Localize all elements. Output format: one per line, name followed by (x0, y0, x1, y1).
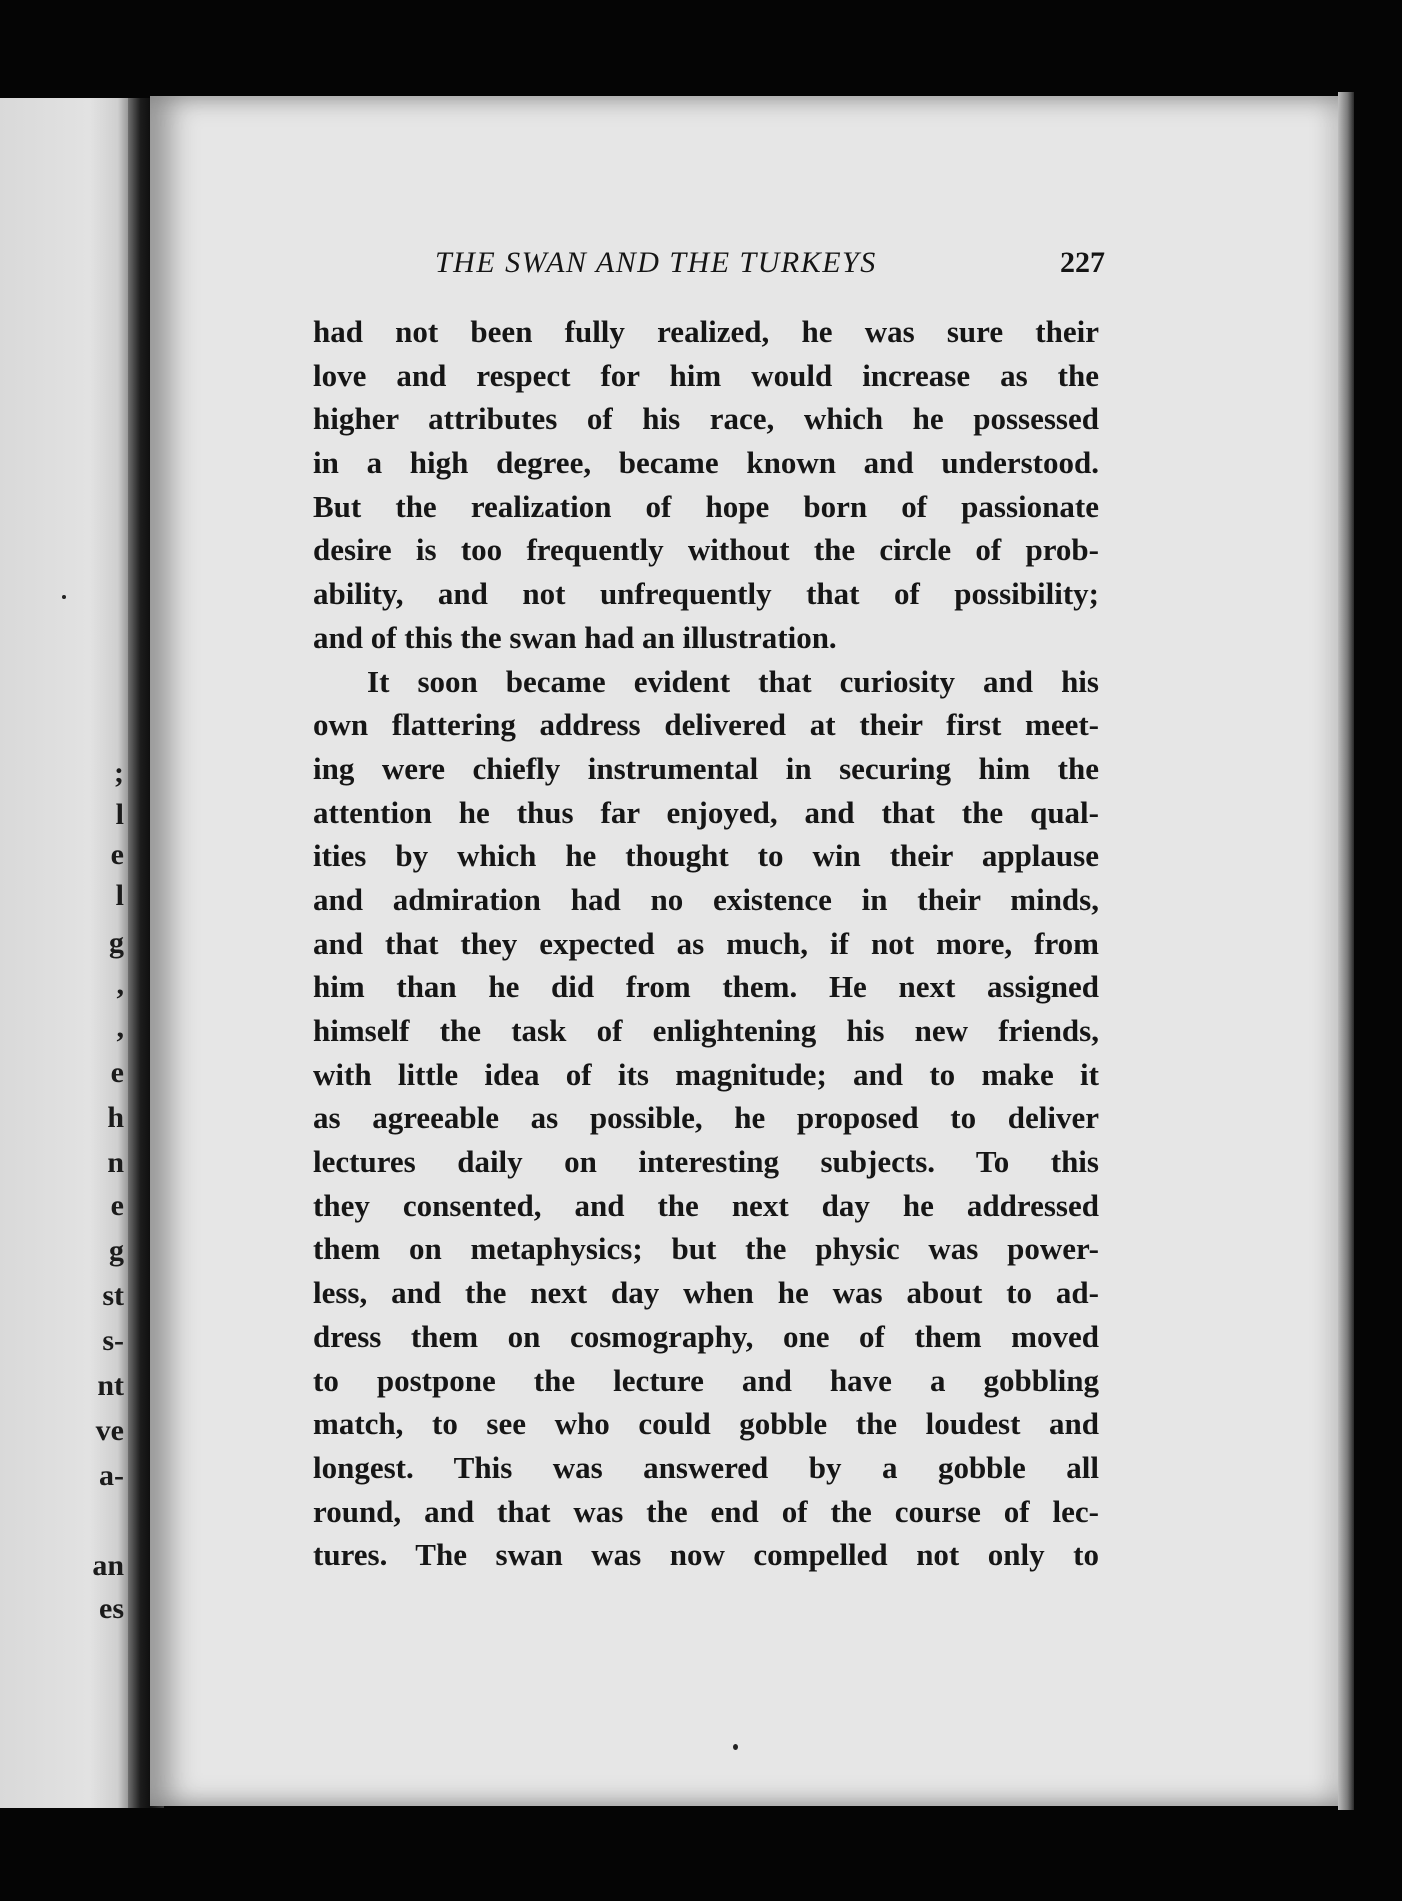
prev-page-fragment: , (116, 1011, 124, 1044)
text-line: had not been fully realized, he was sure their (313, 314, 1099, 349)
text-line: and of this the swan had an illustration. (313, 619, 837, 655)
running-head-title: THE SWAN AND THE TURKEYS (435, 246, 877, 279)
text-line: they consented, and the next day he addressed (313, 1187, 1099, 1223)
text-line: desire is too frequently without the circle of prob- (313, 532, 1099, 568)
text-line: less, and the next day when he was about to ad- (313, 1275, 1099, 1311)
text-line: higher attributes of his race, which he possessed (313, 401, 1099, 437)
text-line: in a high degree, became known and understood. (313, 445, 1099, 481)
prev-page-fragment: ; (114, 756, 124, 789)
text-line: dress them on cosmography, one of them moved (313, 1318, 1099, 1354)
text-line: It soon became evident that curiosity and his (367, 663, 1099, 699)
text-line: himself the task of enlightening his new friends, (313, 1013, 1099, 1048)
prev-page-fragment: g (109, 1234, 124, 1267)
text-line: attention he thus far enjoyed, and that the qual- (313, 794, 1099, 830)
prev-page-fragment: e (110, 838, 124, 871)
text-line: and admiration had no existence in their minds, (313, 881, 1099, 917)
prev-page-fragment: an (92, 1549, 124, 1582)
scan-speck (733, 1744, 738, 1750)
prev-page-fragment: h (107, 1101, 124, 1134)
text-line: them on metaphysics; but the physic was power- (313, 1231, 1099, 1267)
running-head (435, 246, 1105, 286)
text-line: as agreeable as possible, he proposed to deliver (313, 1100, 1099, 1136)
scan-speck (62, 595, 66, 599)
text-line: round, and that was the end of the course of lec- (313, 1493, 1099, 1529)
text-line: lectures daily on interesting subjects. To this (313, 1144, 1099, 1180)
prev-page-fragment: n (107, 1146, 124, 1179)
text-line: match, to see who could gobble the loudest and (313, 1406, 1099, 1442)
prev-page-fragment: e (110, 1189, 124, 1222)
prev-page-fragment: a- (99, 1459, 124, 1492)
text-line: longest. This was answered by a gobble all (313, 1449, 1099, 1485)
prev-page-fragment: s- (102, 1324, 124, 1357)
prev-page-fragment: st (102, 1279, 124, 1312)
prev-page-fragment: l (115, 798, 124, 831)
previous-page-text-fragments (0, 98, 128, 1808)
text-line: with little idea of its magnitude; and to make it (313, 1056, 1099, 1092)
prev-page-fragment: g (109, 926, 124, 959)
prev-page-fragment: , (116, 968, 124, 1001)
text-line: tures. The swan was now compelled not only to (313, 1537, 1099, 1573)
text-line: But the realization of hope born of passionate (313, 488, 1099, 524)
text-line: own flattering address delivered at their first meet- (313, 707, 1099, 743)
text-line: to postpone the lecture and have a gobbling (313, 1362, 1099, 1398)
text-line: him than he did from them. He next assigned (313, 969, 1099, 1005)
prev-page-fragment: l (115, 879, 124, 912)
text-line: love and respect for him would increase as the (313, 357, 1099, 393)
text-line: ities by which he thought to win their applause (313, 838, 1099, 874)
page-number: 227 (1060, 246, 1105, 279)
text-line: and that they expected as much, if not more, from (313, 925, 1099, 961)
prev-page-fragment: e (110, 1056, 124, 1089)
body-text (313, 310, 1099, 1577)
page-right-edge (1338, 92, 1354, 1810)
prev-page-fragment: nt (97, 1369, 124, 1402)
text-line: ability, and not unfrequently that of possibility; (313, 576, 1099, 612)
text-line: ing were chiefly instrumental in securing him the (313, 750, 1099, 786)
prev-page-fragment: ve (95, 1414, 124, 1447)
previous-page-edge (0, 98, 128, 1808)
prev-page-fragment: es (99, 1592, 124, 1625)
